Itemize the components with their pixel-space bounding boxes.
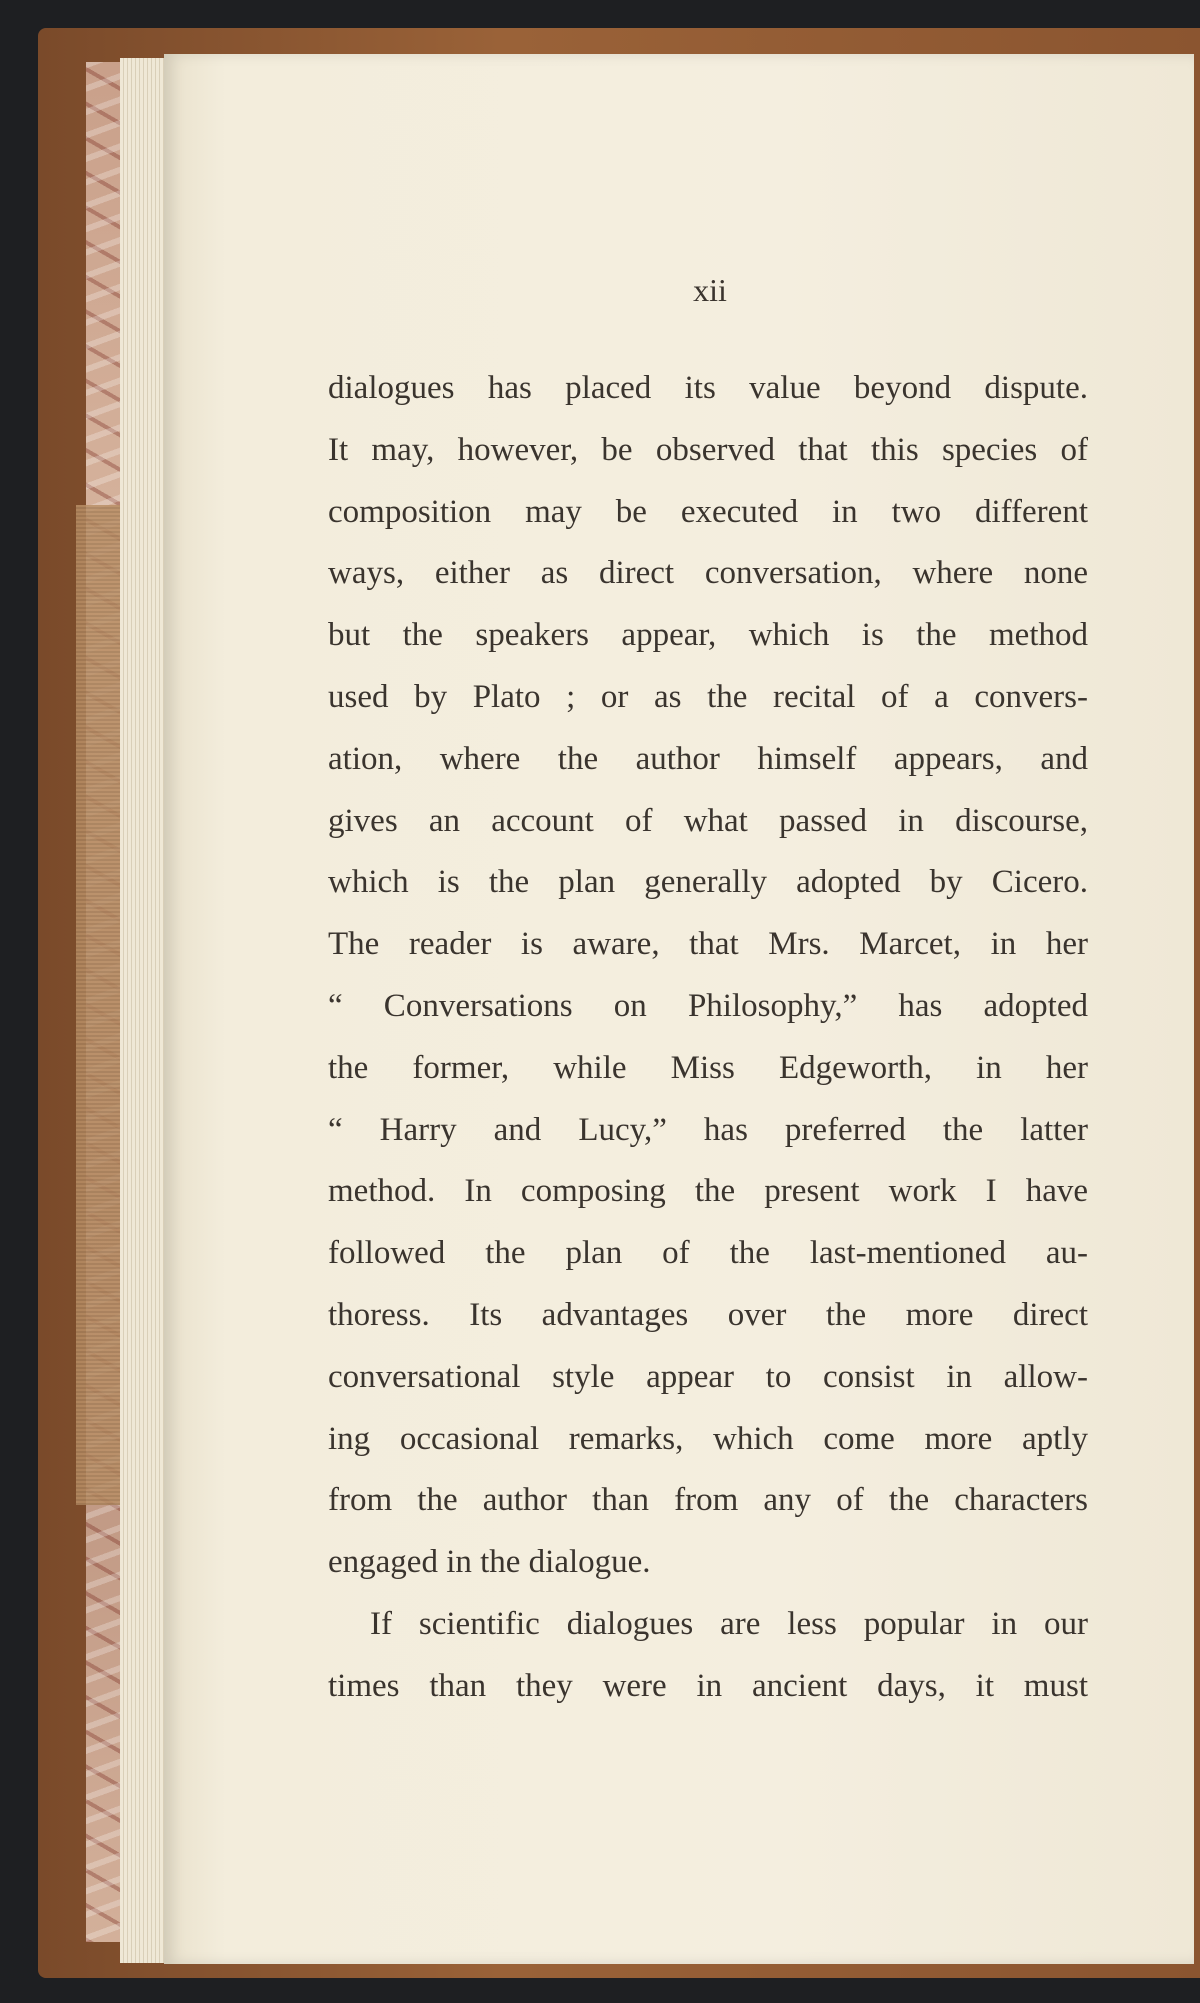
text-line: followed the plan of the last-mentioned au- [328, 1235, 1088, 1272]
text-line: “ Harry and Lucy,” has preferred the latter [328, 1111, 1088, 1148]
text-line: which is the plan generally adopted by Cicero. [328, 864, 1088, 901]
text-line: engaged in the dialogue. [328, 1544, 651, 1581]
text-line: times than they were in ancient days, it must [328, 1667, 1088, 1704]
text-line: If scientific dialogues are less popular in our [370, 1605, 1088, 1642]
text-line: gives an account of what passed in discourse, [328, 802, 1088, 839]
text-line: thoress. Its advantages over the more direct [328, 1296, 1088, 1333]
page-number: xii [693, 272, 727, 308]
text-line: ways, either as direct conversation, where none [328, 555, 1088, 592]
text-line: method. In composing the present work I have [328, 1173, 1088, 1210]
text-line: but the speakers appear, which is the method [328, 617, 1088, 654]
text-line: It may, however, be observed that this species of [328, 431, 1088, 468]
text-line: ing occasional remarks, which come more aptly [328, 1420, 1088, 1457]
text-line: used by Plato ; or as the recital of a convers- [328, 678, 1088, 715]
text-line: dialogues has placed its value beyond dispute. [328, 370, 1088, 406]
text-line: “ Conversations on Philosophy,” has adopted [328, 987, 1088, 1024]
body-text [328, 358, 1088, 1718]
page-edges [120, 58, 166, 1963]
text-line: ation, where the author himself appears, and [328, 740, 1088, 777]
text-line: from the author than from any of the characters [328, 1482, 1088, 1519]
text-line: the former, while Miss Edgeworth, in her [328, 1049, 1088, 1086]
text-line: The reader is aware, that Mrs. Marcet, in her [328, 926, 1088, 963]
text-line: composition may be executed in two different [328, 493, 1088, 530]
spine-cloth [76, 505, 126, 1505]
text-line: conversational style appear to consist in allow- [328, 1358, 1088, 1395]
